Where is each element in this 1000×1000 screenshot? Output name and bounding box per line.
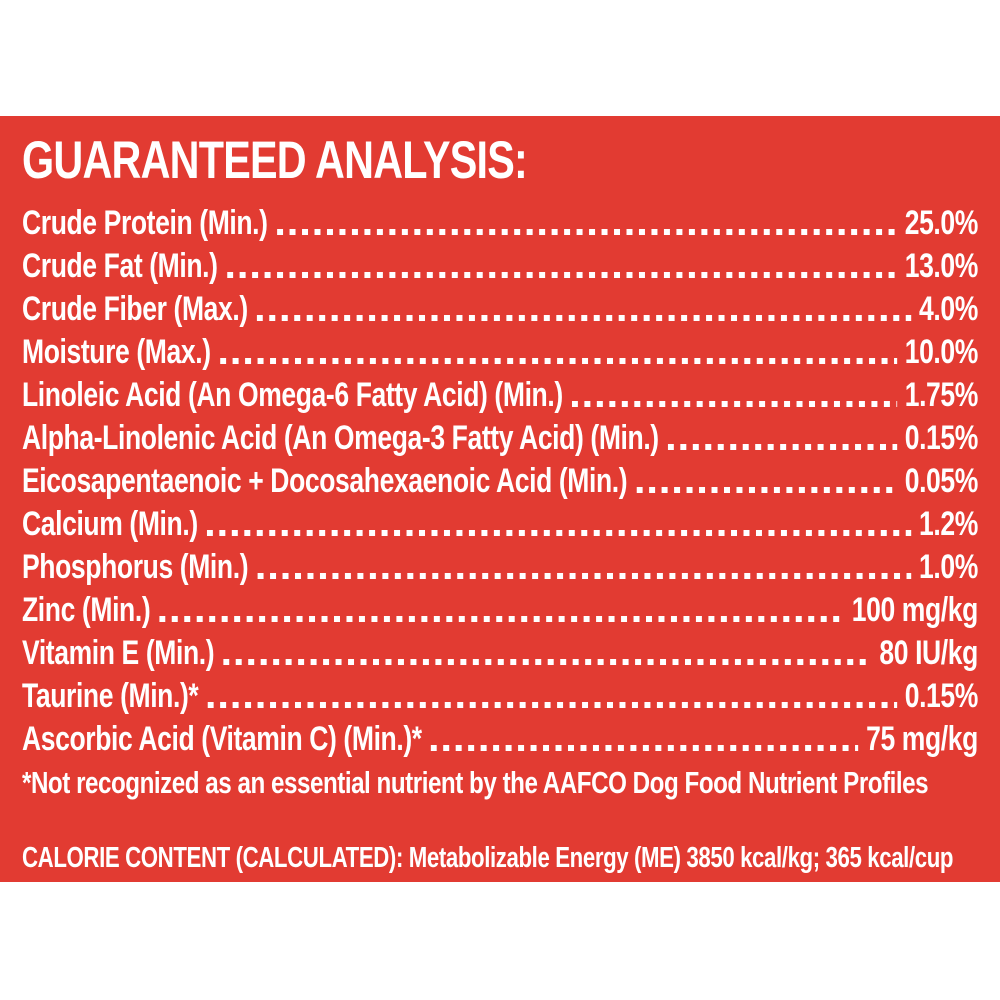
dot-leader xyxy=(220,358,897,364)
analysis-row xyxy=(22,630,978,673)
analysis-row xyxy=(22,587,978,630)
dot-leader xyxy=(257,315,911,321)
nutrient-value: 1.0% xyxy=(919,548,978,586)
nutrient-value: 0.15% xyxy=(904,419,978,457)
nutrient-value: 0.15% xyxy=(904,677,978,715)
nutrient-label: Ascorbic Acid (Vitamin C) (Min.)* xyxy=(22,720,422,758)
nutrient-value: 0.05% xyxy=(904,462,978,500)
dot-leader xyxy=(637,487,897,493)
nutrient-value: 4.0% xyxy=(919,290,978,328)
analysis-row xyxy=(22,501,978,544)
analysis-row xyxy=(22,372,978,415)
dot-leader xyxy=(224,659,872,665)
nutrient-label: Crude Fat (Min.) xyxy=(22,247,218,285)
nutrient-value: 25.0% xyxy=(904,204,978,242)
nutrient-label: Moisture (Max.) xyxy=(22,333,211,371)
nutrient-value: 10.0% xyxy=(904,333,978,371)
panel-content xyxy=(22,132,978,875)
panel-title: GUARANTEED ANALYSIS: xyxy=(22,131,528,190)
dot-leader xyxy=(431,745,858,751)
dot-leader xyxy=(160,616,844,622)
nutrient-label: Taurine (Min.)* xyxy=(22,677,199,715)
nutrient-label: Phosphorus (Min.) xyxy=(22,548,249,586)
analysis-rows xyxy=(22,200,978,759)
nutrient-label: Crude Protein (Min.) xyxy=(22,204,268,242)
dot-leader xyxy=(207,530,911,536)
analysis-row xyxy=(22,286,978,329)
nutrient-value: 1.2% xyxy=(919,505,978,543)
nutrient-value: 100 mg/kg xyxy=(851,591,978,629)
nutrient-label: Eicosapentaenoic + Docosahexaenoic Acid (Min.) xyxy=(22,462,628,500)
guaranteed-analysis-panel xyxy=(0,116,1000,882)
dot-leader xyxy=(208,702,897,708)
analysis-row xyxy=(22,415,978,458)
analysis-row xyxy=(22,200,978,243)
nutrient-value: 75 mg/kg xyxy=(866,720,978,758)
nutrient-value: 80 IU/kg xyxy=(879,634,978,672)
nutrient-label: Crude Fiber (Max.) xyxy=(22,290,248,328)
nutrient-label: Linoleic Acid (An Omega-6 Fatty Acid) (Min.) xyxy=(22,376,563,414)
calorie-content-line: CALORIE CONTENT (CALCULATED): Metabolizable Energy (ME) 3850 kcal/kg; 365 kcal/cup xyxy=(22,842,954,874)
analysis-row xyxy=(22,458,978,501)
analysis-row xyxy=(22,716,978,759)
dot-leader xyxy=(257,573,911,579)
analysis-row xyxy=(22,673,978,716)
nutrient-label: Alpha-Linolenic Acid (An Omega-3 Fatty Acid) (Min.) xyxy=(22,419,659,457)
nutrient-value: 1.75% xyxy=(904,376,978,414)
analysis-row xyxy=(22,329,978,372)
nutrient-label: Vitamin E (Min.) xyxy=(22,634,215,672)
dot-leader xyxy=(572,401,897,407)
nutrient-value: 13.0% xyxy=(904,247,978,285)
analysis-row xyxy=(22,544,978,587)
dot-leader xyxy=(227,272,897,278)
analysis-row xyxy=(22,243,978,286)
dot-leader xyxy=(277,229,897,235)
aafco-footnote: *Not recognized as an essential nutrient by the AAFCO Dog Food Nutrient Profiles xyxy=(22,765,929,800)
nutrient-label: Calcium (Min.) xyxy=(22,505,198,543)
nutrient-label: Zinc (Min.) xyxy=(22,591,151,629)
dot-leader xyxy=(668,444,897,450)
